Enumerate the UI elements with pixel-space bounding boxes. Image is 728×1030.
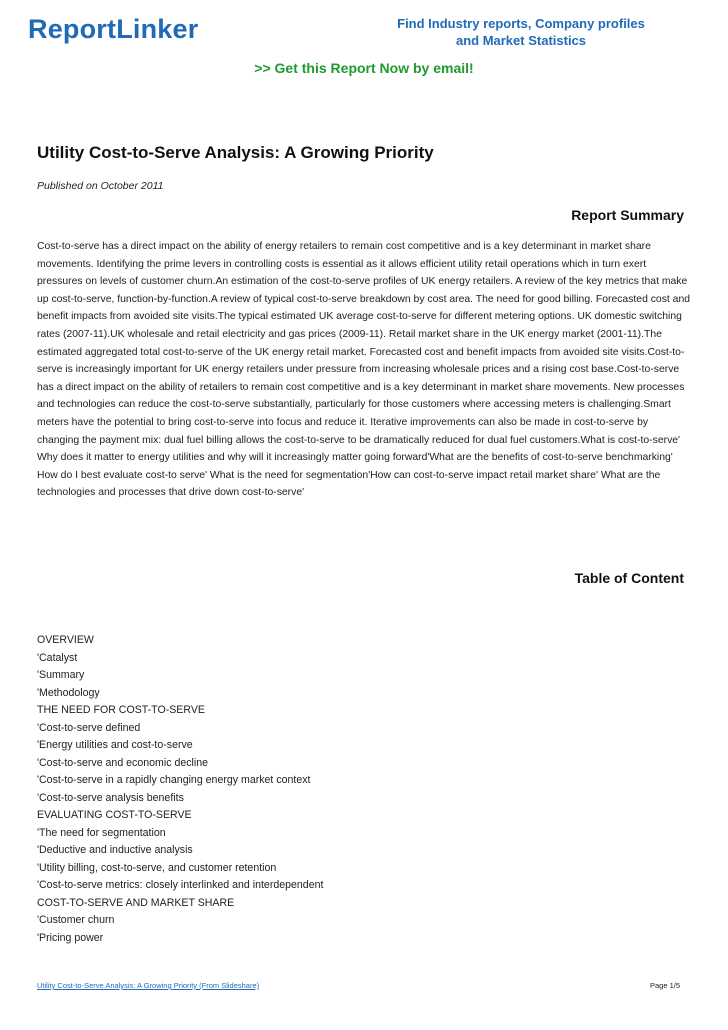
toc-item: 'Summary xyxy=(37,669,85,681)
toc-item: 'Cost-to-serve metrics: closely interlinked and interdependent xyxy=(37,879,324,891)
tagline-line-1: Find Industry reports, Company profiles xyxy=(397,16,645,31)
get-report-link[interactable]: >> Get this Report Now by email! xyxy=(254,60,474,76)
toc-item: 'Customer churn xyxy=(37,914,115,926)
toc-item: 'Cost-to-serve analysis benefits xyxy=(37,791,184,804)
report-summary-text: Cost-to-serve has a direct impact on the ability of energy retailers to remain cost competitive and is a key determinant in market share movements. Identifying the prime levers in controlling costs is essential as it allows efficient utility retail operations which in turn exert pressures on levels of customer churn.An estimation of the cost-to-serve profiles of UK energy retailers. A review of the key metrics that make up cost-to-serve, function-by-function.A review of typical cost-to-serve breakdown by cost area. The need for good billing. Forecasted cost and benefit impacts from avoided site visits.The typical estimated UK average cost-to-serve for different metering options. UK domestic switching rates (2007-11).UK wholesale and retail electricity and gas prices (2009-11). Retail market share in the UK energy market (2001-11).The estimated aggregated total cost-to-serve of the UK energy retail market. Forecasted cost and benefit impacts from avoided site visits.Cost-to-serve is increasingly important for UK energy retailers under pressure from increasing wholesale prices and a rising cost base.Cost-to-serve has a direct impact on the ability of retailers to remain cost competitive and is a key determinant in market share movements. New processes and technologies can reduce the cost-to-serve substantially, particularly for those customers where accessing meters is challenging.Smart meters have the potential to bring cost-to-serve into focus and reduce it. Iterative improvements can also be made in cost-to-serve by changing the payment mix: dual fuel billing allows the cost-to-serve to be dramatically reduced for dual fuel customers.What is cost-to-serve' Why does it matter to energy utilities and why will it increasingly matter going forward'What are the benefits of cost-to-serve benchmarking' How do I best evaluate cost-to serve' What is the need for segmentation'How can cost-to-serve impact retail market share' What are the technologies and processes that drive down cost-to-serve' xyxy=(37,241,691,499)
table-of-content-list xyxy=(37,632,323,947)
reportlinker-logo[interactable]: ReportLinker xyxy=(28,14,199,44)
toc-item: 'Cost-to-serve defined xyxy=(37,721,141,734)
toc-item: COST-TO-SERVE AND MARKET SHARE xyxy=(37,896,235,909)
report-summary-heading: Report Summary xyxy=(571,207,684,223)
toc-item: 'Utility billing, cost-to-serve, and customer retention xyxy=(37,861,277,874)
toc-item: EVALUATING COST-TO-SERVE xyxy=(37,809,192,821)
toc-item: THE NEED FOR COST-TO-SERVE xyxy=(37,704,205,716)
toc-item: 'Deductive and inductive analysis xyxy=(37,844,193,856)
toc-item: 'The need for segmentation xyxy=(37,826,166,839)
get-report-cta xyxy=(0,60,728,76)
table-of-content-heading: Table of Content xyxy=(574,570,684,586)
page-number: Page 1/5 xyxy=(649,981,680,990)
toc-item: 'Methodology xyxy=(37,686,100,699)
toc-item: OVERVIEW xyxy=(37,634,94,646)
toc-item: 'Cost-to-serve in a rapidly changing energy market context xyxy=(37,774,311,786)
published-date: Published on October 2011 xyxy=(37,180,164,192)
toc-item: 'Pricing power xyxy=(37,931,104,944)
tagline-line-2: and Market Statistics xyxy=(455,33,587,48)
toc-item: 'Cost-to-serve and economic decline xyxy=(37,756,209,769)
toc-item: 'Catalyst xyxy=(37,651,78,664)
toc-item: 'Energy utilities and cost-to-serve xyxy=(37,739,193,751)
report-title: Utility Cost-to-Serve Analysis: A Growing Priority xyxy=(37,143,434,162)
footer-report-link[interactable]: Utility Cost-to-Serve Analysis: A Growing Priority (From Slideshare) xyxy=(37,981,260,990)
header-tagline xyxy=(390,15,652,49)
